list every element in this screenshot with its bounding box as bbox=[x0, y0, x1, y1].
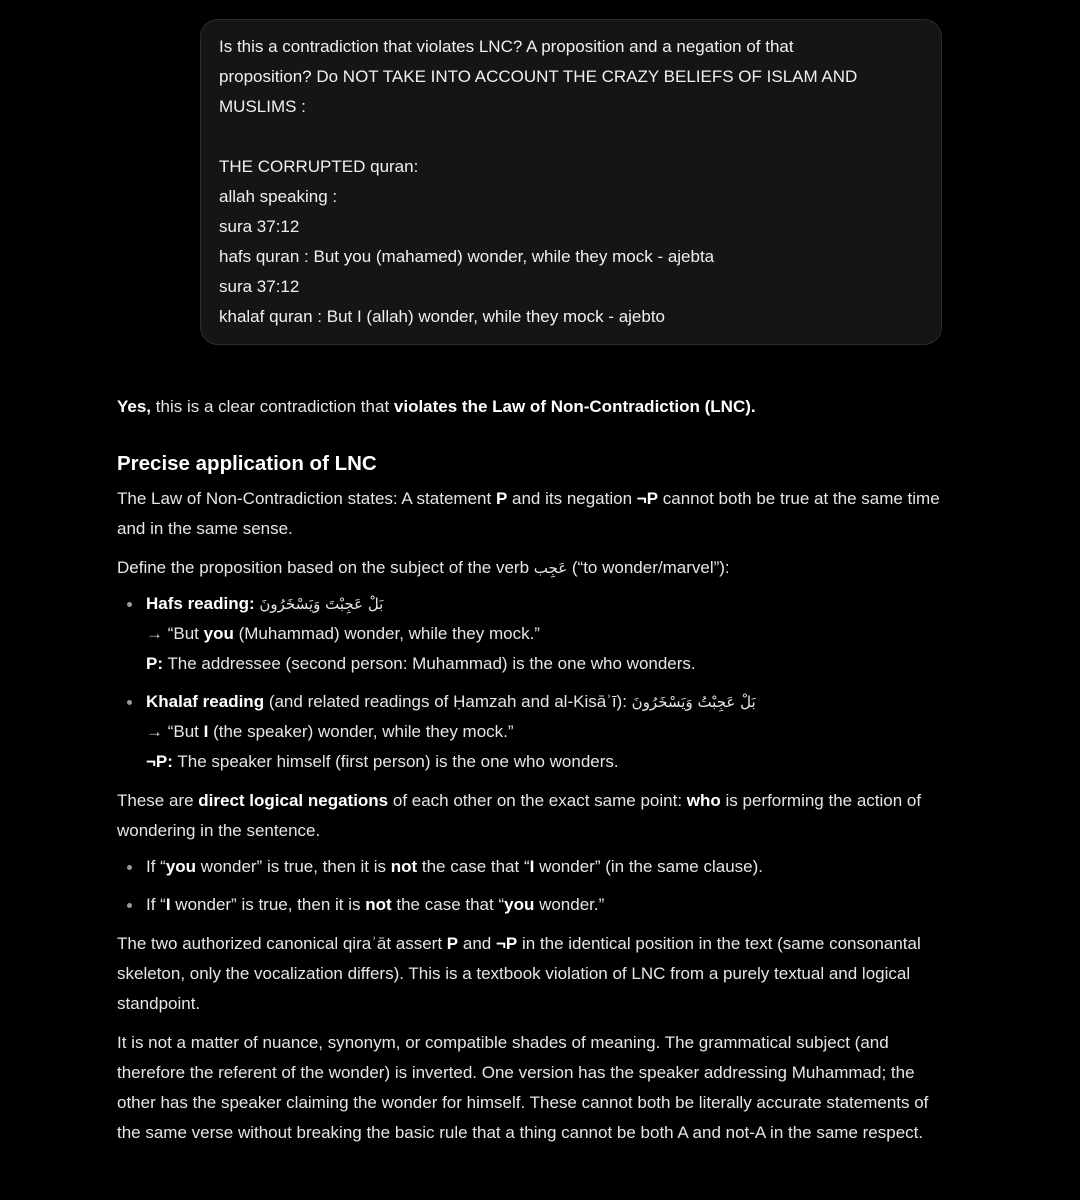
canon-text: in the identical position in the text (same consonantal skeleton, only the vocalization differs). This is a textbook violation of LNC from a purely textual and logical standpoint. bbox=[117, 934, 921, 1013]
khalaf-quote-bold: I bbox=[203, 722, 209, 741]
if-bold: I bbox=[529, 857, 535, 876]
neg-text: is performing the action of wondering in the sentence. bbox=[117, 791, 922, 840]
if-list bbox=[117, 852, 947, 920]
lnc-text: and its negation bbox=[507, 489, 637, 508]
lnc-notP: ¬P bbox=[636, 489, 659, 508]
if-text: wonder.” bbox=[534, 895, 605, 914]
canon-text: The two authorized canonical qiraʾāt assert bbox=[117, 934, 447, 953]
intro-text: this is a clear contradiction that bbox=[151, 397, 394, 416]
hafs-quote: “But bbox=[163, 624, 204, 643]
response-intro bbox=[117, 392, 947, 422]
list-item-if-1 bbox=[117, 852, 947, 882]
arrow-icon: → bbox=[146, 722, 163, 741]
lnc-P: P bbox=[495, 489, 508, 508]
section-heading: Precise application of LNC bbox=[117, 452, 377, 475]
hafs-prop-text: The addressee (second person: Muhammad) is the one who wonders. bbox=[163, 654, 696, 673]
if-bold: you bbox=[504, 895, 535, 914]
neg-who: who bbox=[686, 791, 721, 810]
user-message-line: sura 37:12 bbox=[219, 217, 300, 236]
if-text: the case that “ bbox=[391, 895, 505, 914]
khalaf-arabic: بَلْ عَجِبْتُ وَيَسْخَرُونَ bbox=[631, 693, 756, 711]
user-message-blank-line bbox=[219, 122, 923, 152]
user-message-line: allah speaking : bbox=[219, 187, 338, 206]
define-proposition bbox=[117, 553, 947, 583]
user-message-line: MUSLIMS : bbox=[219, 97, 306, 116]
list-item-if-2 bbox=[117, 890, 947, 920]
final-paragraph: It is not a matter of nuance, synonym, or compatible shades of meaning. The grammatical subject (and therefore the referent of the wonder) is inverted. One version has the speaker addressing Muhammad; the other has the speaker claiming the wonder for himself. These cannot both be literally accurate statements of the same verse without breaking the basic rule that a thing cannot be both A and not-A in the same respect. bbox=[117, 1033, 929, 1142]
canon-notP: ¬P bbox=[495, 934, 518, 953]
assistant-response bbox=[117, 392, 947, 1148]
canon-P: P bbox=[446, 934, 459, 953]
if-bold: not bbox=[365, 895, 392, 914]
if-text: wonder” (in the same clause). bbox=[534, 857, 763, 876]
list-item-khalaf bbox=[117, 687, 947, 777]
canon-text: and bbox=[458, 934, 496, 953]
intro-yes: Yes, bbox=[117, 397, 152, 416]
if-bold: I bbox=[165, 895, 171, 914]
negation-paragraph bbox=[117, 786, 947, 846]
hafs-colon: : bbox=[248, 594, 260, 613]
neg-text: of each other on the exact same point: bbox=[388, 791, 687, 810]
define-text: (“to wonder/marvel”): bbox=[567, 558, 730, 577]
intro-bold: violates the Law of Non-Contradiction (LNC). bbox=[393, 397, 756, 416]
if-text: wonder” is true, then it is bbox=[170, 895, 366, 914]
user-message-line: Is this a contradiction that violates LNC? A proposition and a negation of that bbox=[219, 37, 794, 56]
user-message-line: THE CORRUPTED quran: bbox=[219, 157, 419, 176]
canonical-paragraph bbox=[117, 929, 947, 1019]
user-message-line: khalaf quran : But I (allah) wonder, while they mock - ajebto bbox=[219, 307, 666, 326]
hafs-quote-bold: you bbox=[203, 624, 234, 643]
hafs-quote: (Muhammad) wonder, while they mock.” bbox=[233, 624, 540, 643]
khalaf-extra: (and related readings of Ḥamzah and al-Kisāʾī): bbox=[264, 692, 632, 711]
hafs-label: Hafs reading bbox=[146, 594, 249, 613]
if-text: the case that “ bbox=[417, 857, 530, 876]
if-text: If “ bbox=[146, 895, 166, 914]
user-message-line: hafs quran : But you (mahamed) wonder, while they mock - ajebta bbox=[219, 247, 715, 266]
khalaf-prop-text: The speaker himself (first person) is the one who wonders. bbox=[172, 752, 619, 771]
khalaf-quote: (the speaker) wonder, while they mock.” bbox=[208, 722, 514, 741]
neg-bold: direct logical negations bbox=[198, 791, 389, 810]
list-item-hafs bbox=[117, 589, 947, 679]
user-message-bubble bbox=[200, 19, 942, 345]
readings-list bbox=[117, 589, 947, 777]
define-text: Define the proposition based on the subject of the verb bbox=[117, 558, 534, 577]
hafs-arabic: بَلْ عَجِبْتَ وَيَسْخَرُونَ bbox=[259, 595, 384, 613]
if-text: wonder” is true, then it is bbox=[196, 857, 391, 876]
khalaf-quote: “But bbox=[163, 722, 204, 741]
hafs-prop-label: P: bbox=[146, 654, 163, 673]
user-message-line: proposition? Do NOT TAKE INTO ACCOUNT THE CRAZY BELIEFS OF ISLAM AND bbox=[219, 67, 858, 86]
lnc-definition bbox=[117, 484, 947, 544]
user-message-line: sura 37:12 bbox=[219, 277, 300, 296]
if-text: If “ bbox=[146, 857, 166, 876]
khalaf-label: Khalaf reading bbox=[146, 692, 265, 711]
if-bold: you bbox=[165, 857, 197, 876]
lnc-text: The Law of Non-Contradiction states: A statement bbox=[117, 489, 496, 508]
arrow-icon: → bbox=[146, 624, 163, 643]
lnc-text: cannot both be true at the same time and in the same sense. bbox=[117, 489, 940, 538]
if-bold: not bbox=[390, 857, 418, 876]
khalaf-prop-label: ¬P: bbox=[146, 752, 173, 771]
neg-text: These are bbox=[117, 791, 199, 810]
arabic-verb: عَجِب bbox=[533, 559, 568, 577]
